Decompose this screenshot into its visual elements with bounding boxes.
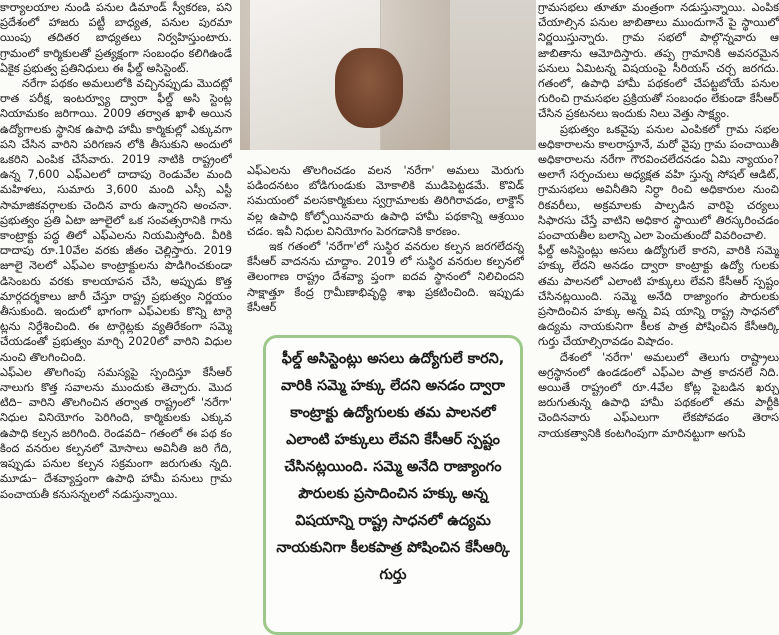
article-column-right — [538, 0, 779, 624]
article-paragraph: నరేగా పథకం అమలులోకి వచ్చినప్పుడు మొదట్లో రాత పరీక్ష, ఇంటర్వ్యూ ద్వారా ఫీల్డ్ అసి స్టెంట్ల నియామకం జరిగాయి. 2009 తర్వాత ఖాళీ అయిన ఉద్యోగాలకు స్థానిక ఉపాధి హామీ కార్మికుల్లో ఎక్కువగా పని చేసిన వారిని పరిగణన లోకి తీసుకుని అందులో ఒకరిని ఎంపిక చేసేవారు. 2019 నాటికి రాష్ట్రంలో ఉన్న 7,600 ఎఫ్ఎలలో దాదాపు రెండువేల మంది మహిళలు, సుమారు 3,600 మంది ఎస్సీ ఎస్టీ సామాజికవర్గాలకు చెందిన వారు ఉన్నారని అంచనా. ప్రభుత్వం ప్రతి ఏటా జూలైలో ఒక సంవత్సరానికి గాను కాంట్రాక్టు పద్ధ తిలో ఎఫ్ఎలను నియమిస్తోంది. వీరికి దాదాపు రూ.10వేల వరకు జీతం చెల్లిస్తారు. 2019 జూలై నెలలో ఎఫ్ఎల కాంట్రాక్టులను పొడిగించకుండా డిసెంబరు వరకు కాలయాపన చేసి, అప్పుడు కొత్త మార్గదర్శకాలు జారీ చేస్తూ రాష్ట్ర ప్రభుత్వం నిర్ణయం తీసుకుంది. ఇందులో భాగంగా ఎఫ్ఎలకు కొన్ని టార్గె ట్లను నిర్దేశించింది. ఈ టార్గెట్లకు వ్యతిరేకంగా సమ్మె చేయడంతో ప్రభుత్వం మార్చి 2020లో వారిని విధుల నుంచి తొలగించింది. — [0, 77, 232, 364]
article-paragraph: ఫీల్డ్ అసిస్టెంట్లు అసలు ఉద్యోగులే కారని, వారికి సమ్మె హక్కు లేదని అనడం ద్వారా కాంట్రాక్టు ఉద్యో గులకు తమ పాలనలో ఎలాంటి హక్కులు లేవని కేసీఆర్ స్పష్టం చేసినట్లయింది. సమ్మె అనేది రాజ్యాంగం పౌరులకు ప్రసాదించిన హక్కు అన్న విష యాన్ని రాష్ట్ర సాధనలో ఉద్యమ నాయకునిగా కీలక పాత్ర పోషించిన కేసీఆర్కి గుర్తు చేయాల్సిరావడం విషాదం. — [538, 244, 779, 349]
article-column-left — [0, 0, 232, 624]
article-paragraph: ఇక గతంలో 'నరేగా'లో సుస్థిర వనరుల కల్పన జరగలేదన్న కేసీఆర్ వాదనను చూద్దాం. 2019 లో సుస్థిర వనరుల కల్పనలో తెలంగాణ రాష్ట్రం దేశవ్యా ప్తంగా ఐదవ స్థానంలో నిలిచిందని సాక్షాత్తూ కేంద్ర గ్రామీణాభివృద్ధి శాఖ ప్రకటించింది. ఇప్పుడు కేసీఆర్ — [247, 240, 524, 314]
article-column-middle — [247, 163, 524, 343]
speaker-hand — [335, 48, 403, 128]
article-paragraph: ప్రభుత్వం ఒకవైపు పనుల ఎంపికలో గ్రామ సభల అధికారాలను కాలరాస్తూనే, మరో వైపు గ్రామ పంచాయితీ అధికారాలను నరేగా గౌరవించలేదనడం ఏమి న్యాయం? అలాగే సర్పంచులు అధ్యక్షత వహి స్తున్న సోషల్ ఆడిట్, గ్రామసభలు అవినీతిని నిర్ధా రించి అధికారుల నుంచి రికవరీలు, అక్రమాలకు పాల్పడిన వారిపై చర్యలు సిఫారసు చేస్తే వాటిని అధికార స్థాయిలో తిరస్కరించడం పంచాయతీల బలాన్ని ఎలా పెంచుతుందో వివరించాలి. — [538, 122, 779, 243]
article-paragraph: కార్యాలయాల నుండి పనుల డిమాండ్ స్వీకరణ, పని ప్రదేశంలో హాజరు పట్టీ బాధ్యత, పనుల పురమా యింపు తదితర బాధ్యతలు నిర్వహిస్తుంటారు. గ్రామంలో కార్మికులతో ప్రత్యక్షంగా సంబంధం కలిగిఉండే ఏకైక ప్రభుత్వ ప్రతినిధులు ఈ ఫీల్డ్ అసిస్టెంట్. — [0, 1, 232, 75]
article-paragraph: ఎఫ్ఎల తొలగింపు సమస్యపై స్పందిస్తూ కేసీఆర్ నాలుగు కొత్త సవాలను ముందుకు తెచ్చారు. మొద టిది– వారిని తొలగించిన తర్వాత రాష్ట్రంలో 'నరేగా' నిధుల వినియోగం పెరిగింది, కార్మికులకు ఎక్కువ ఉపాధి కల్పన జరిగింది. రెండవది– గతంలో ఈ పథ కం కింద వనరుల కల్పనలో మోసాలు అవినీతి జరి గేది, ఇప్పుడు పనుల కల్పన సక్రమంగా జరుగుతు న్నది. మూడు– దేశవ్యాప్తంగా ఉపాధి హామీ పనులు గ్రామ పంచాయతీ కనుసన్నలలో నడుస్తున్నాయి. — [0, 365, 232, 501]
article-paragraph: గ్రామసభలు తూతూ మంత్రంగా నడుస్తున్నాయి. ఎంపిక చేయాల్సిన పనుల జాబితాలు ముందుగానే పై స్థాయిలో నిర్ణయిస్తున్నారు. గ్రామ సభలో పాల్గొన్నవారు ఆ జాబితాను ఆమోదిస్తారు. తప్ప గ్రామానికి అవసరమైన పనులు ఏమిటన్న విషయంపై సీరియస్ చర్చ జరగదు. గతంలో, ఉపాధి హామీ పథకంలో చేపట్టబోయే పనుల గురించి గ్రామసభల ప్రక్రియతో సంబంధం లేకుండా కేసీఆర్ చేసిన ప్రకటనలు ఇందుకు నిలు వెత్తు సాక్ష్యం. — [538, 1, 779, 121]
pull-quote-text: ఫీల్డ్ అసిస్టెంట్లు అసలు ఉద్యోగులే కారని, వారికి సమ్మె హక్కు లేదని అనడం ద్వారా కాంట్రాక్టు ఉద్యోగులకు తమ పాలనలో ఎలాంటి హక్కులు లేవని కేసీఆర్ స్పష్టం చేసినట్లయింది. సమ్మె అనేది రాజ్యాంగం పౌరులకు ప్రసాదించిన హక్కు అన్న విషయాన్ని రాష్ట్ర సాధనలో ఉద్యమ నాయకునిగా కీలకపాత్ర పోషించిన కేసీఆర్కి గుర్తు — [276, 351, 510, 583]
article-photo — [240, 0, 536, 150]
pull-quote-box — [263, 335, 523, 635]
article-paragraph: దేశంలో 'నరేగా' అమలులో తెలుగు రాష్ట్రాలు అగ్రస్థానంలో ఉండడంలో ఎఫ్ఎల పాత్ర కాదనలే నిది. అయితే రాష్ట్రంలో రూ.4వేల కోట్ల పైబడిన ఖర్చు జరుగుతున్న ఉపాధి హామీ పథకంలో తమ పార్టీకి చెందినవారు ఎఫ్ఎలుగా లేకపోవడం తెరాస నాయకత్వానికి కంటగింపుగా మారినట్టుగా అగుపి — [538, 350, 779, 440]
article-paragraph: ఎఫ్ఎలను తొలగించడం వలన 'నరేగా' అమలు మెరుగు పడిందనటం బోడిగుండుకు మోకాలికి ముడిపెట్టడమే. కొవిడ్ సమయంలో వలసకార్మికులు స్వగ్రామాలకు తిరిగిరావడం, లాక్డౌన్ వల్ల ఉపాధి కోల్పోయినవారు ఉపాధి హామీ పథకాన్ని ఆశ్రయిం చడం. ఇవీ నిధుల వినియోగం పెరగడానికి కారణం. — [247, 164, 524, 238]
